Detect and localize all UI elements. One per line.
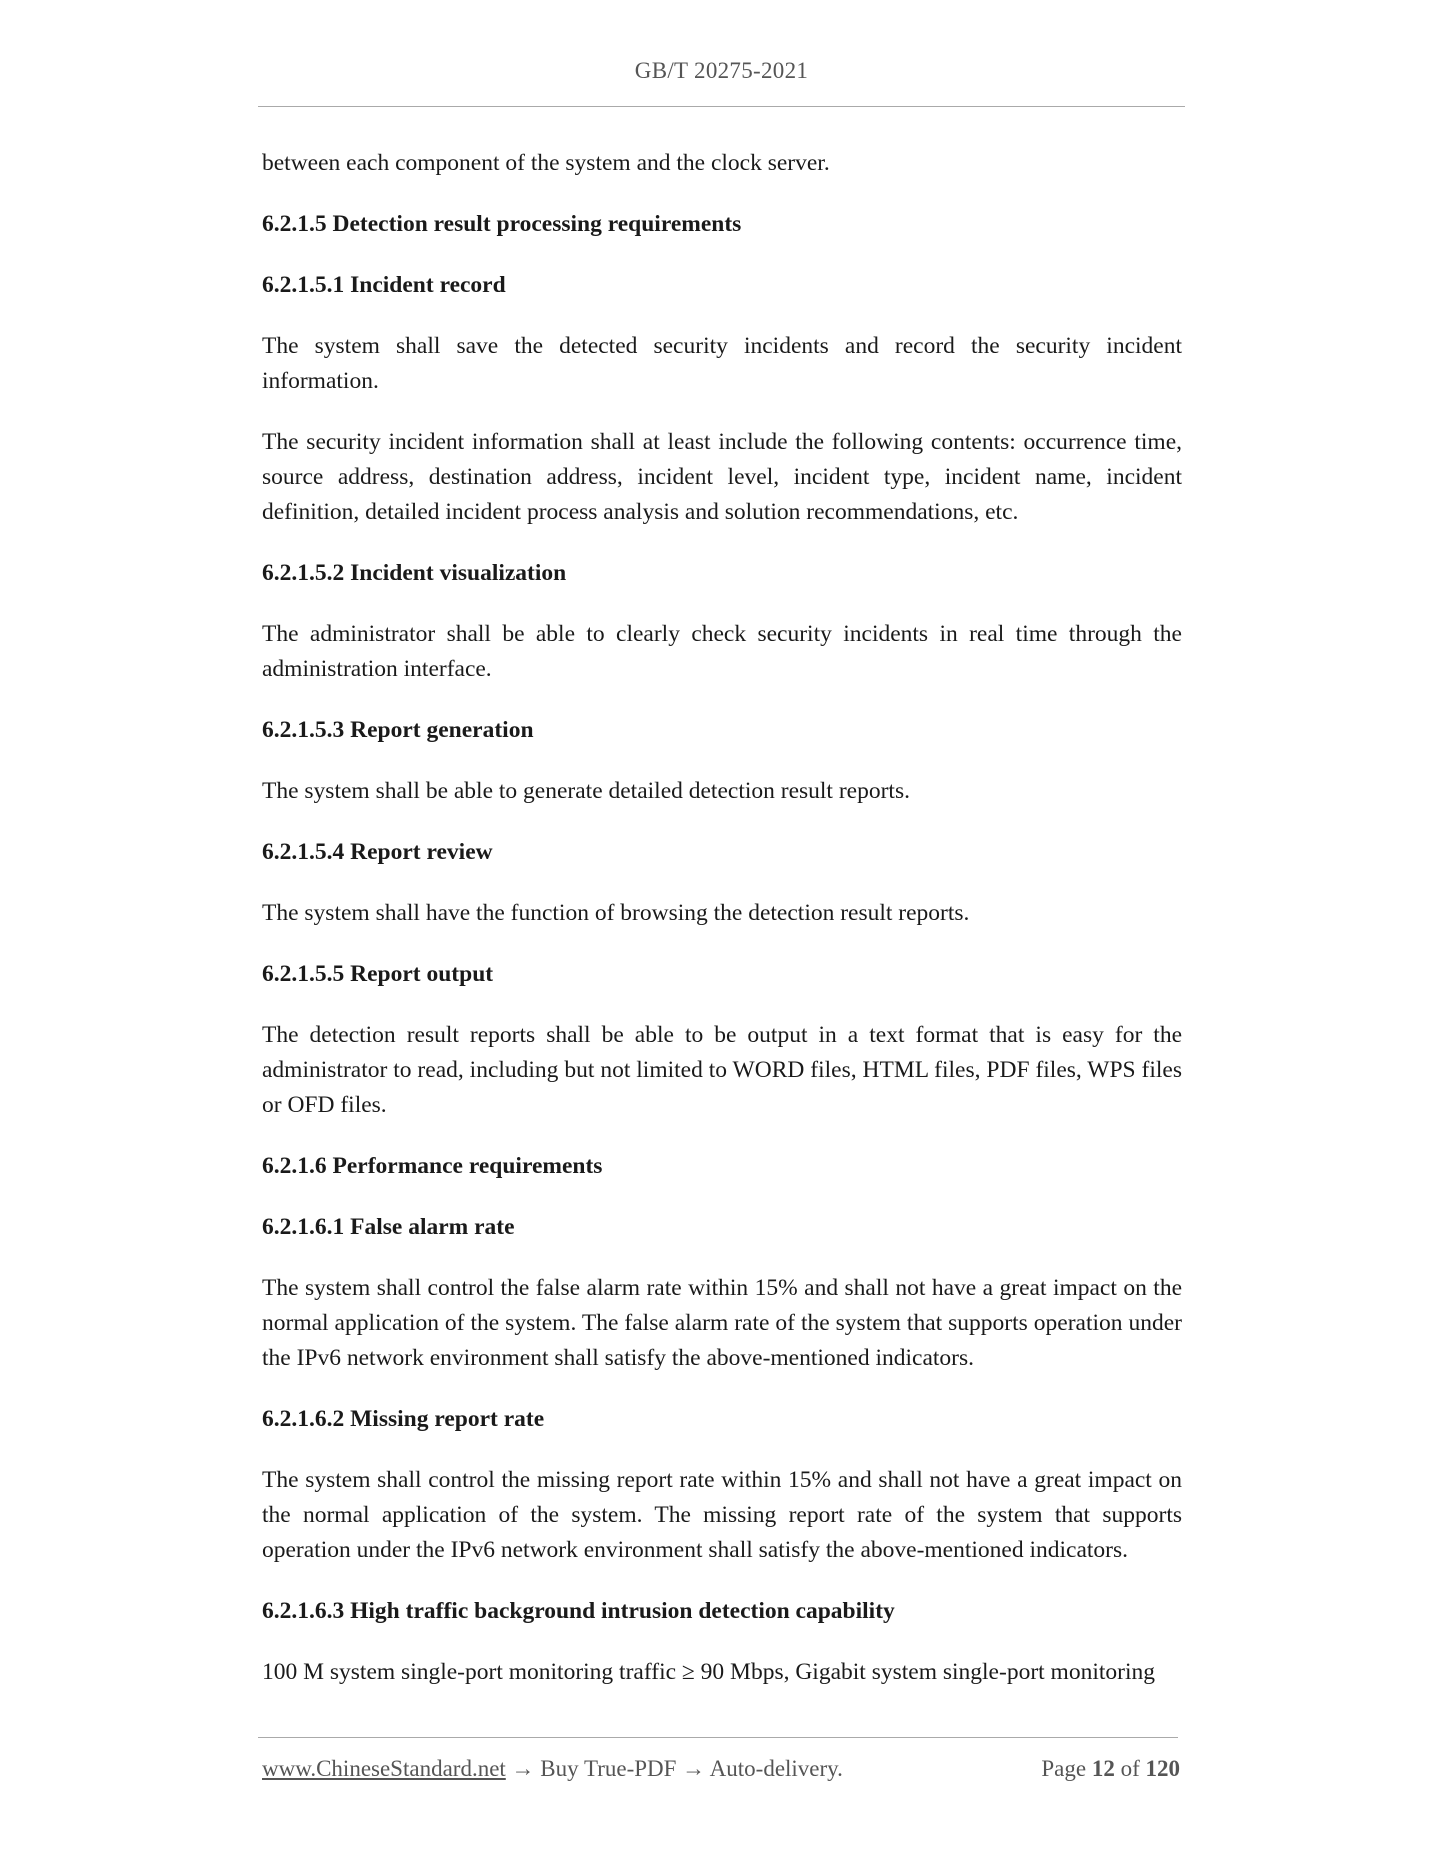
of-label: of (1120, 1756, 1140, 1781)
section-heading-6-2-1-6-3: 6.2.1.6.3 High traffic background intrusion detection capability (262, 1598, 895, 1624)
section-heading-6-2-1-5-3: 6.2.1.5.3 Report generation (262, 717, 534, 743)
footer-tagline: → Buy True-PDF → Auto-delivery. (505, 1756, 843, 1781)
paragraph-continuation: between each component of the system and the clock server. (262, 150, 830, 176)
section-heading-6-2-1-6-2: 6.2.1.6.2 Missing report rate (262, 1406, 545, 1432)
section-heading-6-2-1-6: 6.2.1.6 Performance requirements (262, 1153, 603, 1179)
page-number: 12 (1091, 1756, 1115, 1781)
footer-promo (262, 1756, 843, 1782)
section-heading-6-2-1-6-1: 6.2.1.6.1 False alarm rate (262, 1214, 515, 1240)
paragraph-report-review: The system shall have the function of browsing the detection result reports. (262, 900, 970, 926)
paragraph-incident-visualization: The administrator shall be able to clearly check security incidents in real time through the administration interface. (262, 621, 1182, 682)
header-divider (258, 106, 1185, 107)
section-heading-6-2-1-5-4: 6.2.1.5.4 Report review (262, 839, 493, 865)
section-heading-6-2-1-5-2: 6.2.1.5.2 Incident visualization (262, 560, 567, 586)
total-pages: 120 (1145, 1756, 1180, 1781)
paragraph-high-traffic: 100 M system single-port monitoring traffic ≥ 90 Mbps, Gigabit system single-port monitoring (262, 1659, 1155, 1685)
running-header: GB/T 20275-2021 (634, 58, 809, 83)
paragraph-incident-record-a: The system shall save the detected security incidents and record the security incident information. (262, 333, 1182, 394)
paragraph-report-generation: The system shall be able to generate detailed detection result reports. (262, 778, 910, 804)
paragraph-false-alarm-rate: The system shall control the false alarm rate within 15% and shall not have a great impact on the normal application of the system. The false alarm rate of the system that supports operation under the IPv6 network environment shall satisfy the above-mentioned indicators. (262, 1275, 1182, 1371)
paragraph-report-output: The detection result reports shall be able to be output in a text format that is easy for the administrator to read, including but not limited to WORD files, HTML files, PDF files, WPS files or OFD files. (262, 1022, 1182, 1118)
section-heading-6-2-1-5: 6.2.1.5 Detection result processing requirements (262, 211, 742, 237)
footer-divider (258, 1737, 1178, 1738)
paragraph-missing-report-rate: The system shall control the missing report rate within 15% and shall not have a great impact on the normal application of the system. The missing report rate of the system that supports operation under the IPv6 network environment shall satisfy the above-mentioned indicators. (262, 1467, 1182, 1563)
document-body (262, 146, 1182, 1716)
site-link[interactable]: www.ChineseStandard.net (262, 1756, 506, 1781)
section-heading-6-2-1-5-5: 6.2.1.5.5 Report output (262, 961, 494, 987)
section-heading-6-2-1-5-1: 6.2.1.5.1 Incident record (262, 272, 506, 298)
paragraph-incident-record-b: The security incident information shall at least include the following contents: occurrence time, source address, destination address, incident level, incident type, incident name, incident definition, detailed incident process analysis and solution recommendations, etc. (262, 429, 1182, 525)
page-indicator (1041, 1756, 1180, 1782)
page-label: Page (1041, 1756, 1087, 1781)
